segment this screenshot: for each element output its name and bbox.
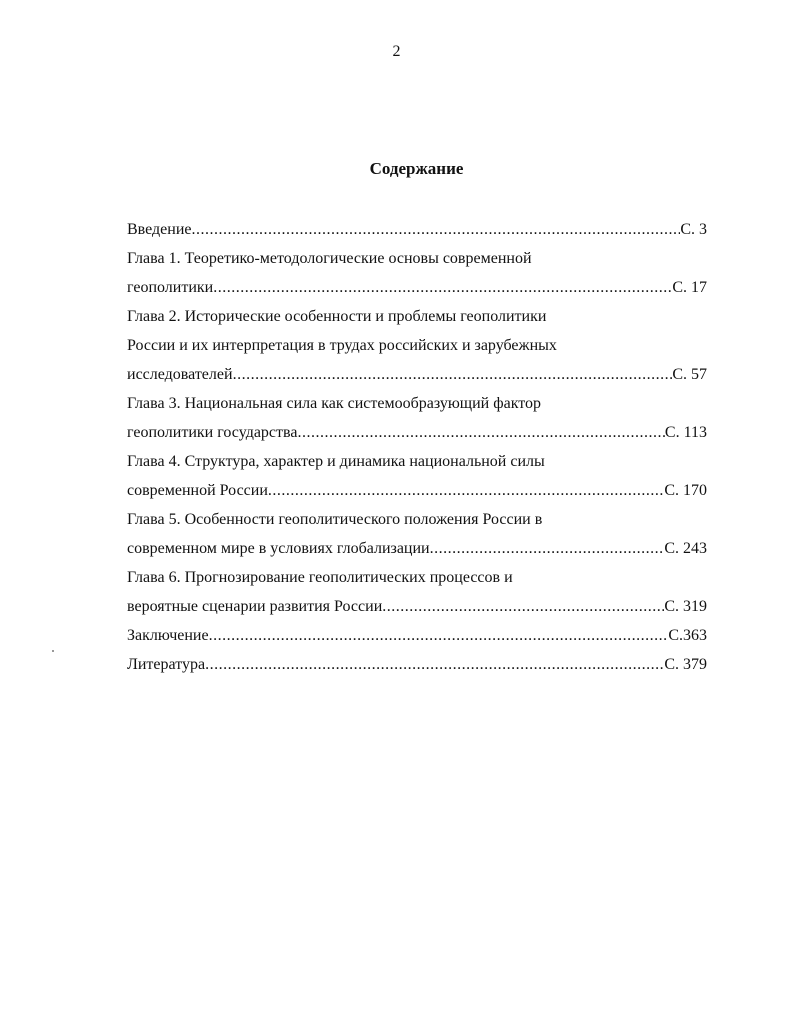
toc-entry-row	[127, 592, 707, 621]
toc-leader-dots	[268, 476, 664, 505]
toc-entry-row	[127, 418, 707, 447]
toc-entry-line: Глава 2. Исторические особенности и проблемы геополитики	[127, 308, 547, 325]
toc-entry	[127, 650, 707, 679]
toc-page-number: С. 57	[672, 366, 707, 383]
toc-entry-row	[127, 215, 707, 244]
toc-entry-line: России и их интерпретация в трудах российских и зарубежных	[127, 337, 557, 354]
toc-page-number: С. 319	[664, 598, 707, 615]
toc-entry-title: Заключение	[127, 627, 209, 644]
table-of-contents	[127, 215, 707, 679]
toc-leader-dots	[430, 534, 665, 563]
toc-entry-title: исследователей	[127, 366, 233, 383]
toc-entry	[127, 563, 707, 621]
toc-entry-title: вероятные сценарии развития России	[127, 598, 383, 615]
toc-entry-row	[127, 650, 707, 679]
toc-leader-dots	[233, 360, 673, 389]
toc-entry-title: современном мире в условиях глобализации	[127, 540, 430, 557]
toc-entry-line: Глава 6. Прогнозирование геополитических процессов и	[127, 569, 513, 586]
toc-entry-title: геополитики государства	[127, 424, 298, 441]
page-number: 2	[392, 43, 401, 60]
toc-page-number: С. 113	[664, 424, 707, 441]
toc-entry-row	[127, 534, 707, 563]
toc-entry-line: Глава 3. Национальная сила как системообразующий фактор	[127, 395, 542, 412]
toc-entry-line: Глава 4. Структура, характер и динамика национальной силы	[127, 453, 545, 470]
toc-entry-title: современной России	[127, 482, 268, 499]
toc-entry-title: геополитики	[127, 279, 214, 296]
toc-entry	[127, 302, 707, 389]
toc-page-number: С. 17	[672, 279, 707, 296]
toc-entry-row	[127, 360, 707, 389]
toc-page-number: С.363	[668, 627, 707, 644]
toc-entry-line: Глава 5. Особенности геополитического положения России в	[127, 511, 543, 528]
toc-entry-row	[127, 621, 707, 650]
toc-entry	[127, 215, 707, 244]
toc-entry	[127, 505, 707, 563]
toc-page-number: С. 379	[664, 656, 707, 673]
toc-entry-row	[127, 476, 707, 505]
toc-page-number: С. 243	[664, 540, 707, 557]
toc-entry	[127, 389, 707, 447]
page-title: Содержание	[369, 159, 464, 178]
toc-leader-dots	[192, 215, 681, 244]
toc-leader-dots	[297, 418, 664, 447]
scan-speck	[52, 650, 54, 652]
toc-page-number: С. 170	[664, 482, 707, 499]
toc-leader-dots	[382, 592, 664, 621]
toc-leader-dots	[213, 273, 672, 302]
toc-page-number: С. 3	[680, 221, 707, 238]
toc-leader-dots	[205, 650, 664, 679]
toc-entry	[127, 447, 707, 505]
toc-leader-dots	[209, 621, 669, 650]
toc-entry-row	[127, 273, 707, 302]
toc-entry-line: Глава 1. Теоретико-методологические основы современной	[127, 250, 532, 267]
toc-entry	[127, 621, 707, 650]
toc-entry-title: Литература	[127, 656, 206, 673]
toc-entry	[127, 244, 707, 302]
toc-entry-title: Введение	[127, 221, 192, 238]
